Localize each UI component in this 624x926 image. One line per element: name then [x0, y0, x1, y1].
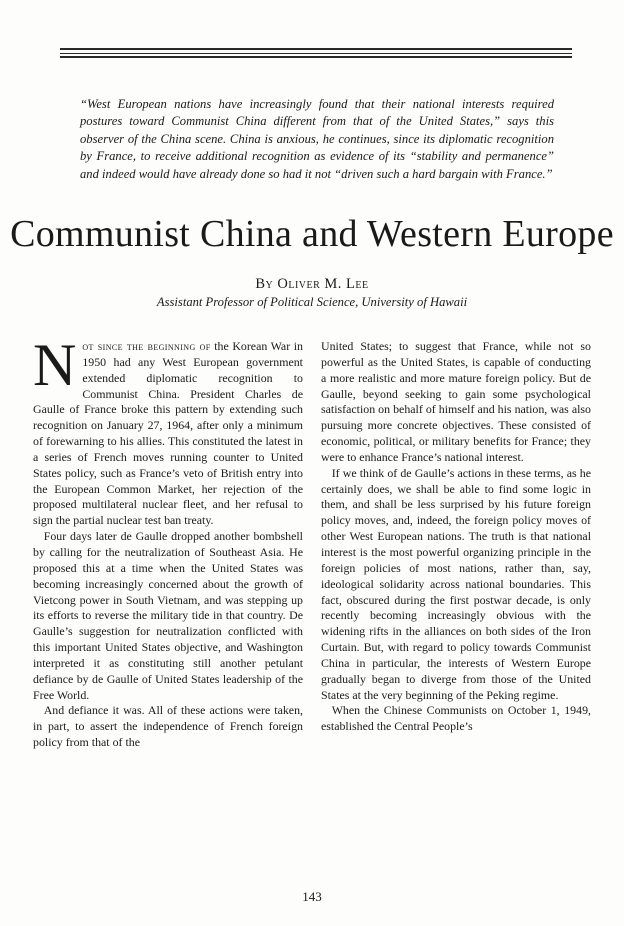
drop-cap: N — [33, 332, 77, 398]
paragraph-2: Four days later de Gaulle dropped another bombshell by calling for the neutralization of Southeast Asia. He proposed this at a time when the United States was becoming increasingly concerned about the growth of Vietcong power in South Vietnam, and was stepping up its efforts to reverse the military tide in that country. De Gaulle’s suggestion for neutralization conflicted with this important United States objective, and Washington interpreted it as constituting still another petulant defiance by de Gaulle of United States leadership of the Free World. — [33, 529, 303, 702]
paragraph-1-text: the Korean War in 1950 had any West European government extended diplomatic recognition to Communist China. President Charles de Gaulle of France broke this pattern by extending such recognition on January 27, 1964, after only a minimum of forewarning to his allies. This constituted the latest in a series of French moves running counter to United States policy, such as France’s veto of British entry into the European Common Market, her rejection of the proposed multilateral nuclear fleet, and her refusal to sign the partial nuclear test ban treaty. — [33, 339, 303, 528]
paragraph-5: When the Chinese Communists on October 1, 1949, established the Central People’s — [321, 703, 591, 734]
lead-smallcaps: ot since the beginning of — [82, 339, 211, 353]
article-title: Communist China and Western Europe — [10, 213, 614, 255]
paragraph-1 — [33, 332, 303, 529]
paragraph-3: And defiance it was. All of these actions were taken, in part, to assert the independence of French foreign policy from that of the — [33, 703, 303, 750]
intro-blurb: “West European nations have increasingly found that their national interests required postures toward Communist China different from that of the United States,” says this observer of the China scene. China is anxious, he continues, since its diplomatic recognition by France, to receive additional recognition as evidence of its “stability and permanence” and indeed would have already done so had it not “driven such a hard bargain with France.” — [80, 97, 554, 181]
column-left — [33, 332, 303, 751]
column-right — [321, 339, 591, 735]
page-number: 143 — [302, 889, 322, 904]
header-rule-bottom — [60, 56, 572, 58]
author-byline: By Oliver M. Lee — [255, 276, 369, 292]
header-rule-middle — [60, 53, 572, 54]
paragraph-3-continued: United States; to suggest that France, while not so powerful as the United States, is capable of conducting a more realistic and more mature foreign policy. But de Gaulle, beyond seeking to gain some psychological satisfaction on behalf of himself and his nation, was also pursuing more concrete objectives. These consisted of economic, political, or military benefits for France; they were to enhance France’s national interest. — [321, 339, 591, 464]
author-affiliation: Assistant Professor of Political Science, University of Hawaii — [156, 295, 468, 309]
header-rule-top — [60, 48, 572, 50]
paragraph-4: If we think of de Gaulle’s actions in these terms, as he certainly does, we shall be able to find some logic in them, and shall be less surprised by his future foreign policy moves, and, indeed, the foreign policy moves of other West European nations. The truth is that national interest is the most powerful organizing principle in the foreign policies of most nations, rather than, say, ideological solidarity across national boundaries. This fact, obscured during the first postwar decade, is only recently becoming increasingly obvious with the widening rifts in the alliances on both sides of the Iron Curtain. But, with regard to policy towards Communist China in particular, the interests of Western Europe gradually began to diverge from those of the United States at the very beginning of the Peking regime. — [321, 465, 591, 702]
